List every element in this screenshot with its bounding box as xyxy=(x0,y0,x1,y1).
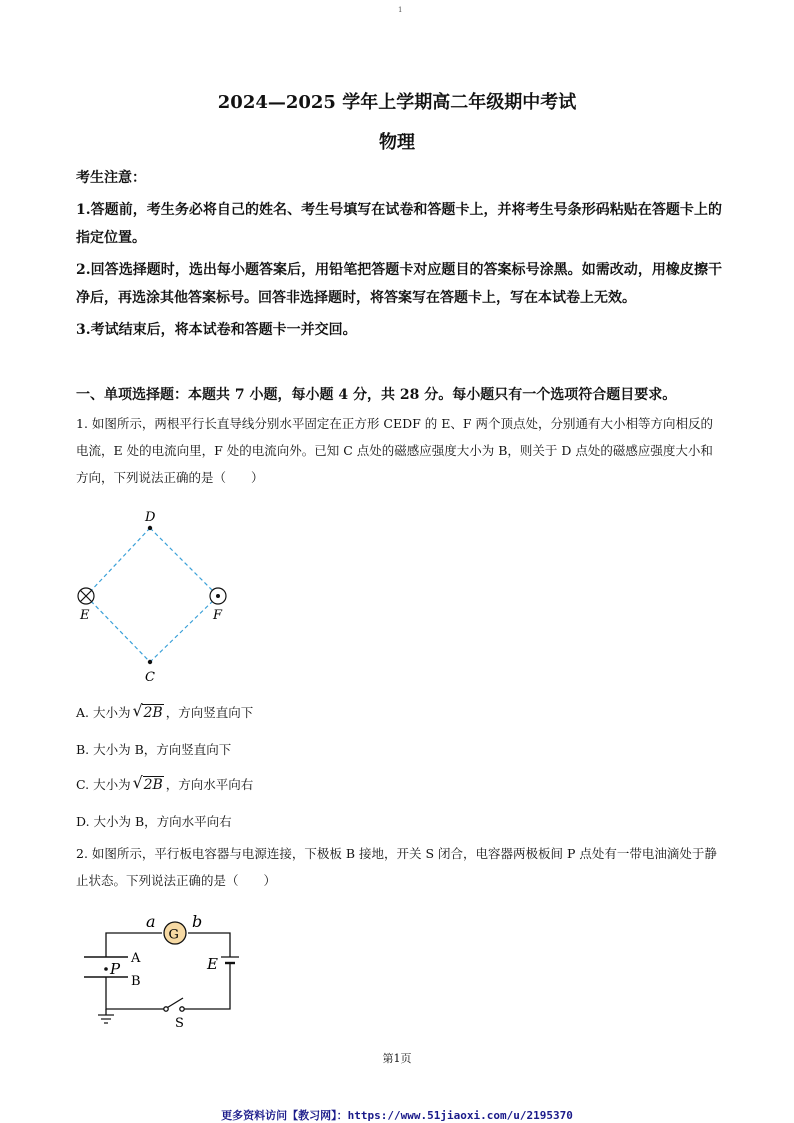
label-plate-b: B xyxy=(131,974,141,989)
current-out-of-page-icon xyxy=(210,588,226,604)
label-d: D xyxy=(145,510,156,525)
circuit-wires xyxy=(106,933,230,1015)
notice-heading: 考生注意： xyxy=(76,170,146,186)
point-d-dot xyxy=(148,526,152,530)
question-2-stem: 2. 如图所示，平行板电容器与电源连接，下极板 B 接地，开关 S 闭合，电容器两极板间 P 点处有一带电油滴处于静止状态。下列说法正确的是（ ） xyxy=(76,846,717,888)
question-1-stem: 1. 如图所示，两根平行长直导线分别水平固定在正方形 CEDF 的 E、F 两个顶点处，分别通有大小相等方向相反的电流，E 处的电流向里，F 处的电流向外。已知 C 点处的磁感应强度大小为 B，则关于 D 点处的磁感应强度大小和方向，下列说法正确的是（ ） xyxy=(76,416,713,485)
option-a-prefix: A. 大小为 xyxy=(76,705,131,720)
label-a: a xyxy=(146,912,156,931)
oil-drop-dot xyxy=(104,967,108,971)
section-heading: 一、单项选择题：本题共 7 小题，每小题 4 分，共 28 分。每小题只有一个选项符合题目要求。 xyxy=(76,387,677,403)
sqrt-expression: √ 2B xyxy=(132,773,163,793)
page-tick: 1 xyxy=(398,6,403,14)
question-1-figure xyxy=(70,508,250,688)
sqrt-value: 2B xyxy=(143,777,163,793)
label-e: E xyxy=(80,608,90,623)
galvanometer-icon xyxy=(164,922,186,944)
option-c-suffix: ，方向水平向右 xyxy=(165,777,254,792)
footer-link[interactable]: 更多资料访问【教习网】：https://www.51jiaoxi.com/u/2195370 xyxy=(221,1109,573,1122)
subject-title: 物理 xyxy=(379,132,415,153)
current-into-page-icon xyxy=(78,588,94,604)
notice-block xyxy=(76,164,722,344)
label-c: C xyxy=(145,670,155,685)
option-c[interactable] xyxy=(76,775,253,793)
label-p: P xyxy=(110,960,121,978)
galvanometer-label: G xyxy=(168,927,179,943)
notice-item-1: 1.答题前，考生务必将自己的姓名、考生号填写在试卷和答题卡上，并将考生号条形码粘贴在答题卡上的指定位置。 xyxy=(76,202,722,246)
option-c-prefix: C. 大小为 xyxy=(76,777,131,792)
label-b: b xyxy=(192,912,203,931)
option-b[interactable]: B. 大小为 B，方向竖直向下 xyxy=(76,742,232,757)
square-dashed-lines xyxy=(86,528,218,662)
sqrt-expression: √ 2B xyxy=(132,701,163,721)
option-a[interactable] xyxy=(76,703,253,721)
label-plate-a: A xyxy=(131,951,141,966)
capacitor-plates xyxy=(84,957,128,977)
point-c-dot xyxy=(148,660,152,664)
question-2-circuit-figure xyxy=(76,905,256,1035)
page-number: 第1页 xyxy=(382,1052,412,1065)
label-f: F xyxy=(213,608,223,623)
ground-icon xyxy=(98,1015,114,1023)
notice-item-2: 2.回答选择题时，选出每小题答案后，用铅笔把答题卡对应题目的答案标号涂黑。如需改动，用橡皮擦干净后，再选涂其他答案标号。回答非选择题时，将答案写在答题卡上，写在本试卷上无效。 xyxy=(76,262,722,306)
switch-icon xyxy=(164,998,184,1011)
label-e: E xyxy=(207,955,218,973)
sqrt-value: 2B xyxy=(143,705,163,721)
exam-title: 2024—2025 学年上学期高二年级期中考试 xyxy=(217,92,577,113)
label-s: S xyxy=(175,1016,184,1031)
battery-icon xyxy=(221,957,239,969)
notice-item-3: 3.考试结束后，将本试卷和答题卡一并交回。 xyxy=(76,322,357,338)
option-d[interactable]: D. 大小为 B，方向水平向右 xyxy=(76,814,232,829)
option-a-suffix: ，方向竖直向下 xyxy=(165,705,254,720)
